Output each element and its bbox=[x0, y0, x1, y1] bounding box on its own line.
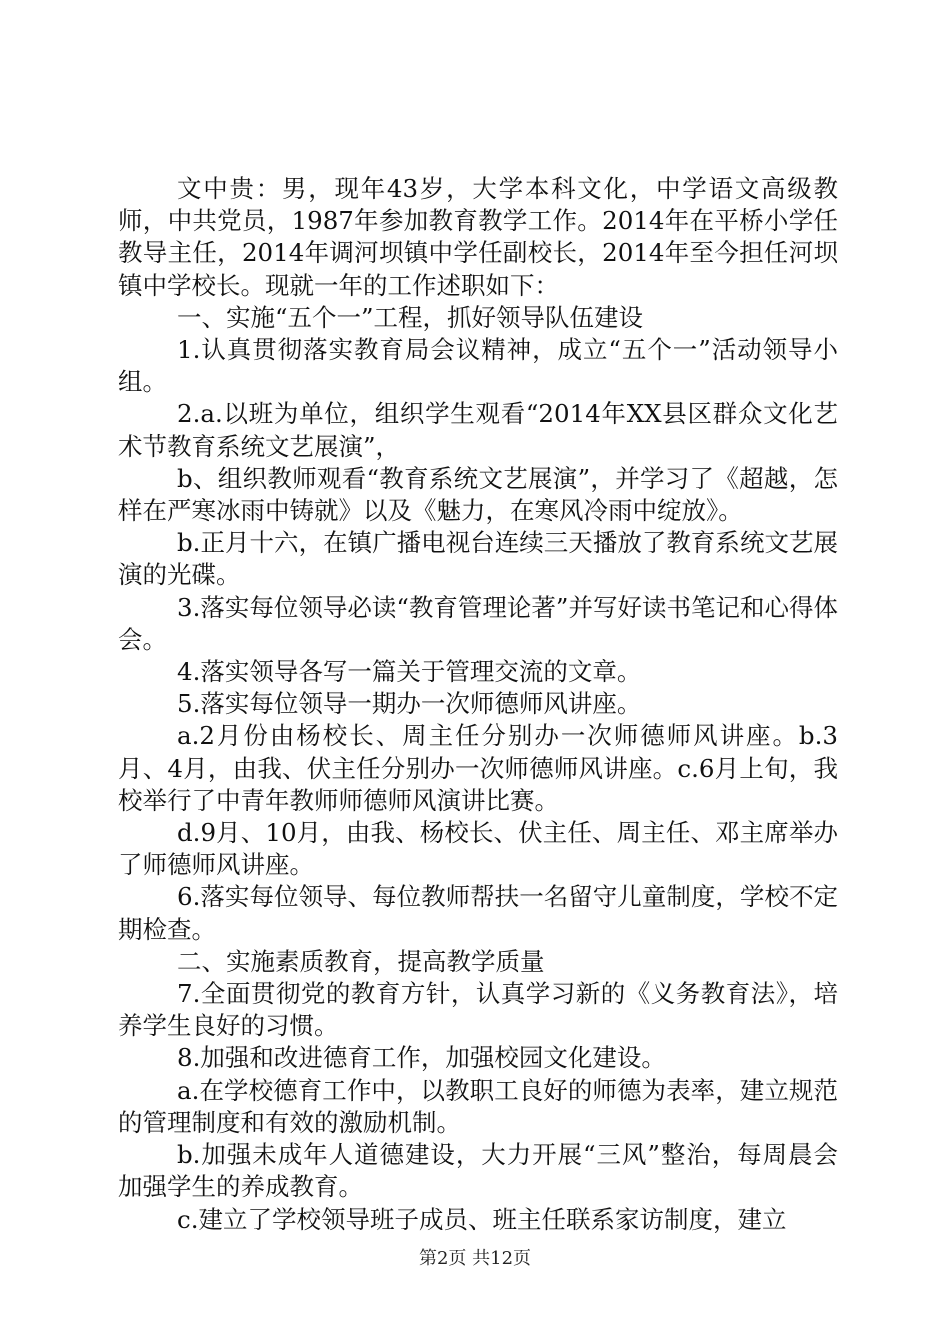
paragraph: 7.全面贯彻党的教育方针，认真学习新的《义务教育法》，培养学生良好的习惯。 bbox=[118, 979, 838, 1041]
paragraph: 8.加强和改进德育工作，加强校园文化建设。 bbox=[177, 1043, 666, 1073]
page-footer: 第2页 共12页 bbox=[418, 1248, 532, 1269]
paragraph: 5.落实每位领导一期办一次师德师风讲座。 bbox=[177, 689, 642, 719]
paragraph: b.正月十六，在镇广播电视台连续三天播放了教育系统文艺展演的光碟。 bbox=[118, 528, 838, 590]
paragraph: a.2月份由杨校长、周主任分别办一次师德师风讲座。b.3月、4月，由我、伏主任分别办一次师德师风讲座。c.6月上旬，我校举行了中青年教师师德师风演讲比赛。 bbox=[118, 721, 838, 815]
paragraph: 6.落实每位领导、每位教师帮扶一名留守儿童制度，学校不定期检查。 bbox=[118, 882, 838, 944]
paragraph: 1.认真贯彻落实教育局会议精神，成立“五个一”活动领导小组。 bbox=[118, 335, 838, 397]
paragraph: a.在学校德育工作中，以教职工良好的师德为表率，建立规范的管理制度和有效的激励机制。 bbox=[118, 1075, 838, 1137]
paragraph: b.加强未成年人道德建设，大力开展“三风”整治，每周晨会加强学生的养成教育。 bbox=[118, 1140, 838, 1202]
paragraph: d.9月、10月，由我、杨校长、伏主任、周主任、邓主席举办了师德师风讲座。 bbox=[118, 818, 838, 880]
paragraph: 3.落实每位领导必读“教育管理论著”并写好读书笔记和心得体会。 bbox=[118, 592, 838, 654]
paragraph: 文中贵：男，现年43岁，大学本科文化，中学语文高级教师，中共党员，1987年参加教育教学工作。2014年在平桥小学任教导主任，2014年调河坝镇中学任副校长，2014年至今担任河坝镇中学校长。现就一年的工作述职如下： bbox=[118, 174, 838, 300]
section-heading: 一、实施“五个一”工程，抓好领导队伍建设 bbox=[177, 302, 644, 332]
section-heading: 二、实施素质教育，提高教学质量 bbox=[177, 946, 545, 976]
paragraph: b、组织教师观看“教育系统文艺展演”，并学习了《超越，怎样在严寒冰雨中铸就》以及《魅力，在寒风冷雨中绽放》。 bbox=[118, 463, 838, 526]
paragraph: 2.a.以班为单位，组织学生观看“2014年XX县区群众文化艺术节教育系统文艺展演”， bbox=[118, 399, 838, 461]
document-body bbox=[118, 173, 838, 1236]
paragraph: 4.落实领导各写一篇关于管理交流的文章。 bbox=[177, 657, 642, 687]
paragraph: c.建立了学校领导班子成员、班主任联系家访制度，建立 bbox=[177, 1204, 787, 1234]
